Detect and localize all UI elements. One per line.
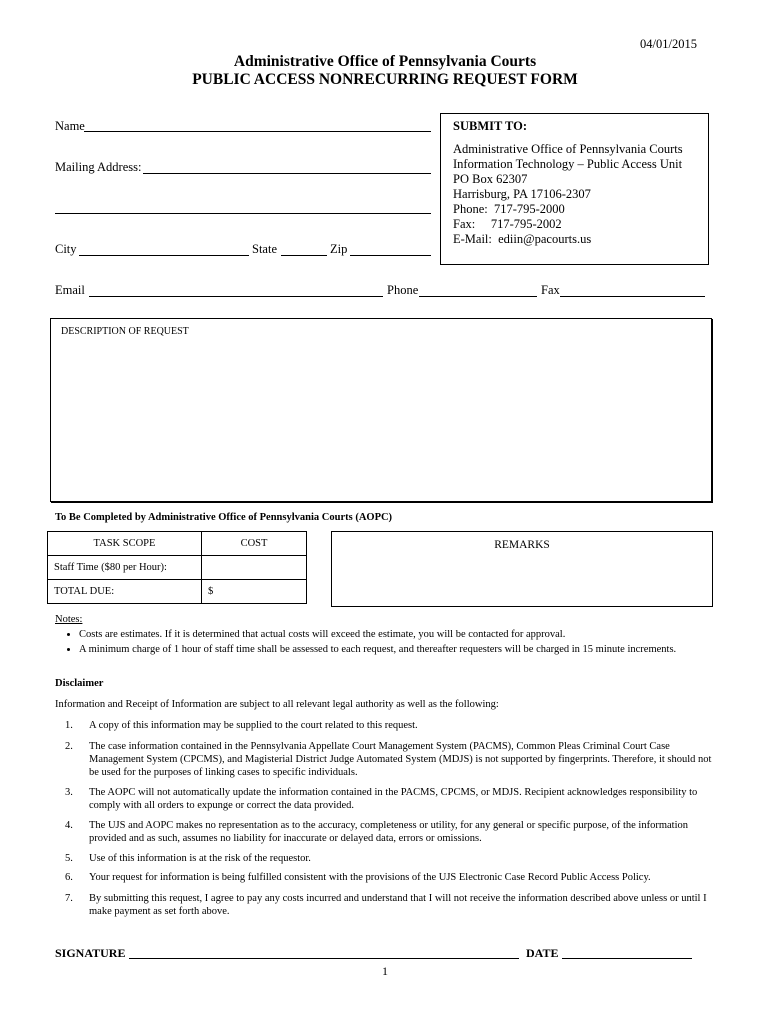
item-text: Use of this information is at the risk of the requestor. [89, 853, 311, 864]
submit-to-fax: Fax: 717-795-2002 [453, 217, 562, 231]
submit-to-line: Information Technology – Public Access Unit [453, 157, 683, 171]
list-item: • Costs are estimates. If it is determined that actual costs will exceed the estimate, you will be contacted for approval. [79, 628, 729, 641]
task-scope-table [47, 531, 307, 604]
disclaimer-intro: Information and Receipt of Information are subject to all relevant legal authority as well as the following: [55, 699, 499, 710]
mailing-address-field-2[interactable] [55, 213, 431, 214]
table-row [48, 556, 307, 580]
item-text: A copy of this information may be supplied to the court related to this request. [89, 720, 418, 731]
organization-title: Administrative Office of Pennsylvania Courts [233, 53, 537, 70]
email-field[interactable] [89, 296, 383, 297]
total-due-label: TOTAL DUE: [48, 580, 202, 604]
task-scope-header: TASK SCOPE [48, 532, 202, 556]
name-field[interactable] [84, 131, 431, 132]
page-number: 1 [382, 964, 388, 978]
notes-title: Notes: [55, 614, 83, 625]
signature-label: SIGNATURE [55, 946, 126, 960]
cost-header: COST [202, 532, 307, 556]
item-number: 5. [65, 853, 73, 864]
phone-field[interactable] [419, 296, 537, 297]
item-number: 4. [65, 820, 73, 831]
description-of-request-box[interactable] [50, 318, 712, 502]
submit-to-phone: Phone: 717-795-2000 [453, 202, 565, 216]
email-label: Email [55, 283, 85, 297]
city-label: City [55, 242, 77, 256]
submit-to-line: Administrative Office of Pennsylvania Courts [453, 142, 683, 156]
mailing-address-label: Mailing Address: [55, 160, 142, 174]
item-text: By submitting this request, I agree to pay any costs incurred and understand that I will not receive the information described above unless or until I make payment as set forth above. [89, 893, 707, 917]
submit-to-line: Harrisburg, PA 17106-2307 [453, 187, 591, 201]
form-date: 04/01/2015 [640, 37, 697, 51]
item-text: The case information contained in the Pennsylvania Appellate Court Management System (PACMS), Common Pleas Criminal Court Case Management System (CPCMS), and Magisterial District Judge Automated System (MDJS) is not supported by fingerprints. Therefore, it should not be used for the purposes of linking cases to specific individuals. [89, 741, 712, 778]
phone-label: Phone [387, 283, 419, 297]
remarks-box[interactable] [331, 531, 713, 607]
aopc-section-title: To Be Completed by Administrative Office of Pennsylvania Courts (AOPC) [55, 512, 393, 523]
submit-to-email: E-Mail: ediin@pacourts.us [453, 232, 592, 246]
form-title: PUBLIC ACCESS NONRECURRING REQUEST FORM [192, 71, 578, 88]
name-label: Name [55, 119, 85, 133]
fax-label: Fax [541, 283, 560, 297]
total-due-cell[interactable]: $ [202, 580, 307, 604]
table-row [48, 580, 307, 604]
submit-to-title: SUBMIT TO: [453, 119, 527, 133]
mailing-address-field-1[interactable] [143, 173, 431, 174]
list-item: • A minimum charge of 1 hour of staff time shall be assessed to each request, and thereafter requesters will be charged in 15 minute increments. [79, 643, 729, 656]
staff-time-cost-cell[interactable] [202, 556, 307, 580]
state-label: State [252, 242, 277, 256]
state-field[interactable] [281, 255, 327, 256]
staff-time-label: Staff Time ($80 per Hour): [48, 556, 202, 580]
date-field[interactable] [562, 958, 692, 959]
item-text: The AOPC will not automatically update the information contained in the PACMS, CPCMS, or MDJS. Recipient acknowledges responsibility to comply with all orders to expunge or correct the data provided. [89, 787, 698, 811]
item-number: 3. [65, 787, 73, 798]
disclaimer-title: Disclaimer [55, 678, 104, 689]
submit-to-box [440, 113, 709, 265]
zip-label: Zip [330, 242, 348, 256]
submit-to-line: PO Box 62307 [453, 172, 528, 186]
item-number: 6. [65, 872, 73, 883]
remarks-label: REMARKS [494, 539, 550, 551]
item-number: 2. [65, 741, 73, 752]
zip-field[interactable] [350, 255, 431, 256]
table-header-row [48, 532, 307, 556]
city-field[interactable] [79, 255, 249, 256]
date-label: DATE [526, 946, 559, 960]
item-text: Your request for information is being fulfilled consistent with the provisions of the UJS Electronic Case Record Public Access Policy. [89, 872, 651, 883]
item-number: 1. [65, 720, 73, 731]
item-number: 7. [65, 893, 73, 904]
submit-to-address [453, 142, 683, 247]
notes-list [55, 628, 729, 658]
description-of-request-label: DESCRIPTION OF REQUEST [61, 326, 189, 337]
fax-field[interactable] [560, 296, 705, 297]
signature-field[interactable] [129, 958, 519, 959]
item-text: The UJS and AOPC makes no representation as to the accuracy, completeness or utility, for any general or specific purpose, of the information provided and as such, assumes no liability for inaccurate or delayed data, errors or omissions. [89, 820, 689, 844]
